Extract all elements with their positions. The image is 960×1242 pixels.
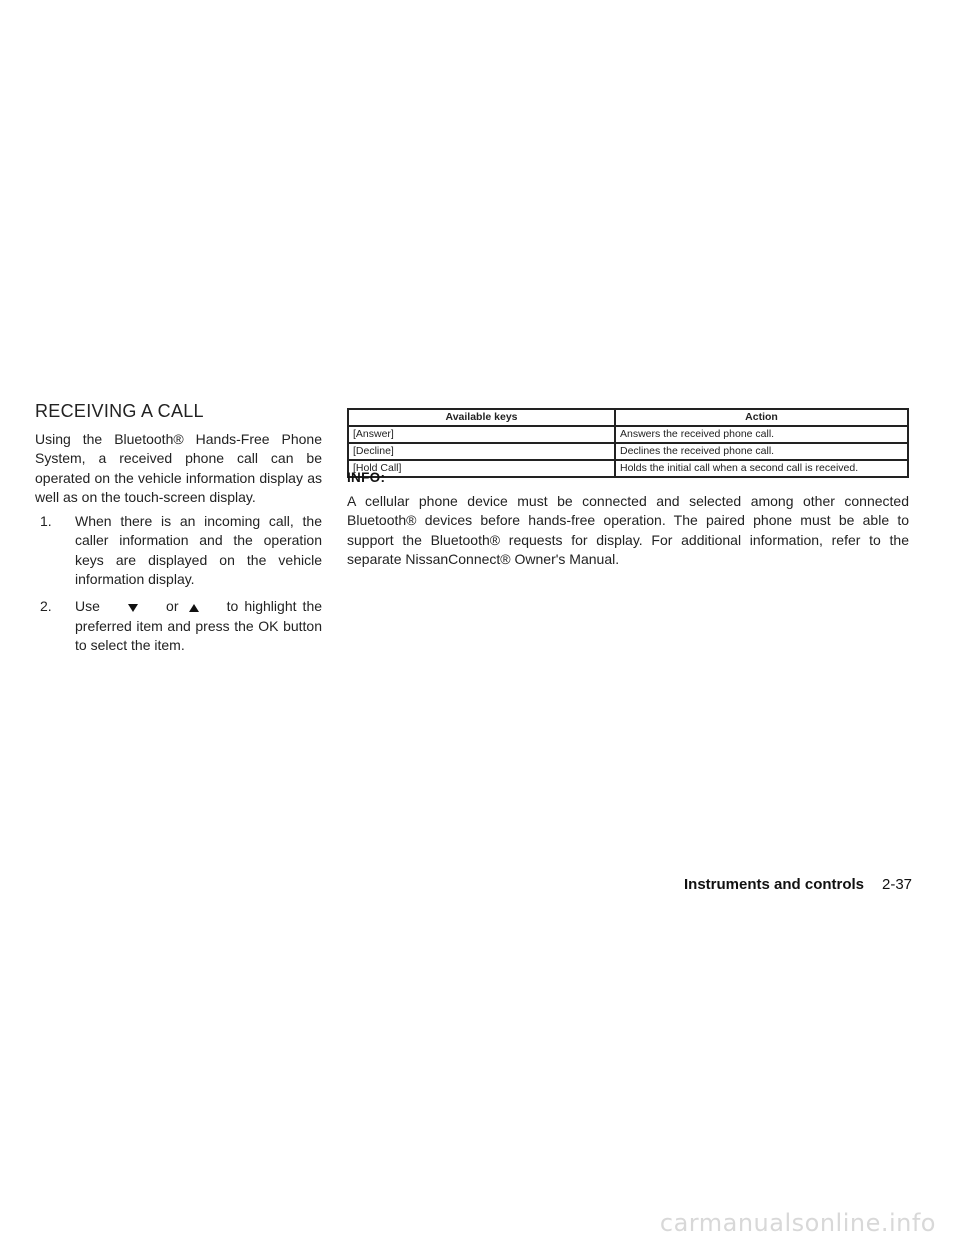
up-arrow-icon bbox=[189, 604, 199, 612]
intro-paragraph: Using the Bluetooth® Hands-Free Phone System, a received phone call can be operated on the vehicle information display as well as on the touch-screen display. bbox=[35, 431, 322, 505]
info-heading: INFO: bbox=[347, 470, 386, 485]
step-text-post: to highlight the preferred item and press the OK button to select the item. bbox=[75, 598, 323, 653]
page-number: 2-37 bbox=[882, 876, 913, 893]
column-header-keys: Available keys bbox=[348, 409, 615, 426]
step-text-pre: Use bbox=[75, 598, 100, 615]
table-header-row bbox=[348, 409, 908, 426]
down-arrow-icon bbox=[128, 604, 138, 612]
table-row bbox=[348, 443, 908, 460]
action-cell: Declines the received phone call. bbox=[615, 443, 908, 460]
left-column bbox=[35, 430, 322, 663]
step-item bbox=[35, 597, 322, 655]
section-title: RECEIVING A CALL bbox=[35, 401, 204, 421]
info-paragraph: A cellular phone device must be connected and selected among other connected Bluetooth® devices before hands-free operation. The paired phone must be able to support the Bluetooth® requests for display. For additional information, refer to the separate NissanConnect® Owner's Manual. bbox=[347, 493, 909, 567]
key-cell: [Decline] bbox=[348, 443, 615, 460]
available-keys-table bbox=[347, 408, 909, 478]
key-cell: [Answer] bbox=[348, 426, 615, 443]
step-item bbox=[35, 512, 322, 589]
column-header-action: Action bbox=[615, 409, 908, 426]
step-number: 1. bbox=[40, 513, 52, 530]
action-cell: Holds the initial call when a second call is received. bbox=[615, 460, 908, 477]
key-cell: [Hold Call] bbox=[348, 460, 615, 477]
table-row bbox=[348, 426, 908, 443]
table-row bbox=[348, 460, 908, 477]
footer-section-title: Instruments and controls bbox=[684, 876, 865, 893]
step-text-mid: or bbox=[166, 598, 179, 615]
watermark: carmanualsonline.info bbox=[659, 1209, 936, 1237]
steps-list bbox=[35, 512, 322, 655]
step-text: When there is an incoming call, the caller information and the operation keys are displayed on the vehicle information display. bbox=[75, 513, 322, 588]
action-cell: Answers the received phone call. bbox=[615, 426, 908, 443]
step-number: 2. bbox=[40, 598, 52, 615]
